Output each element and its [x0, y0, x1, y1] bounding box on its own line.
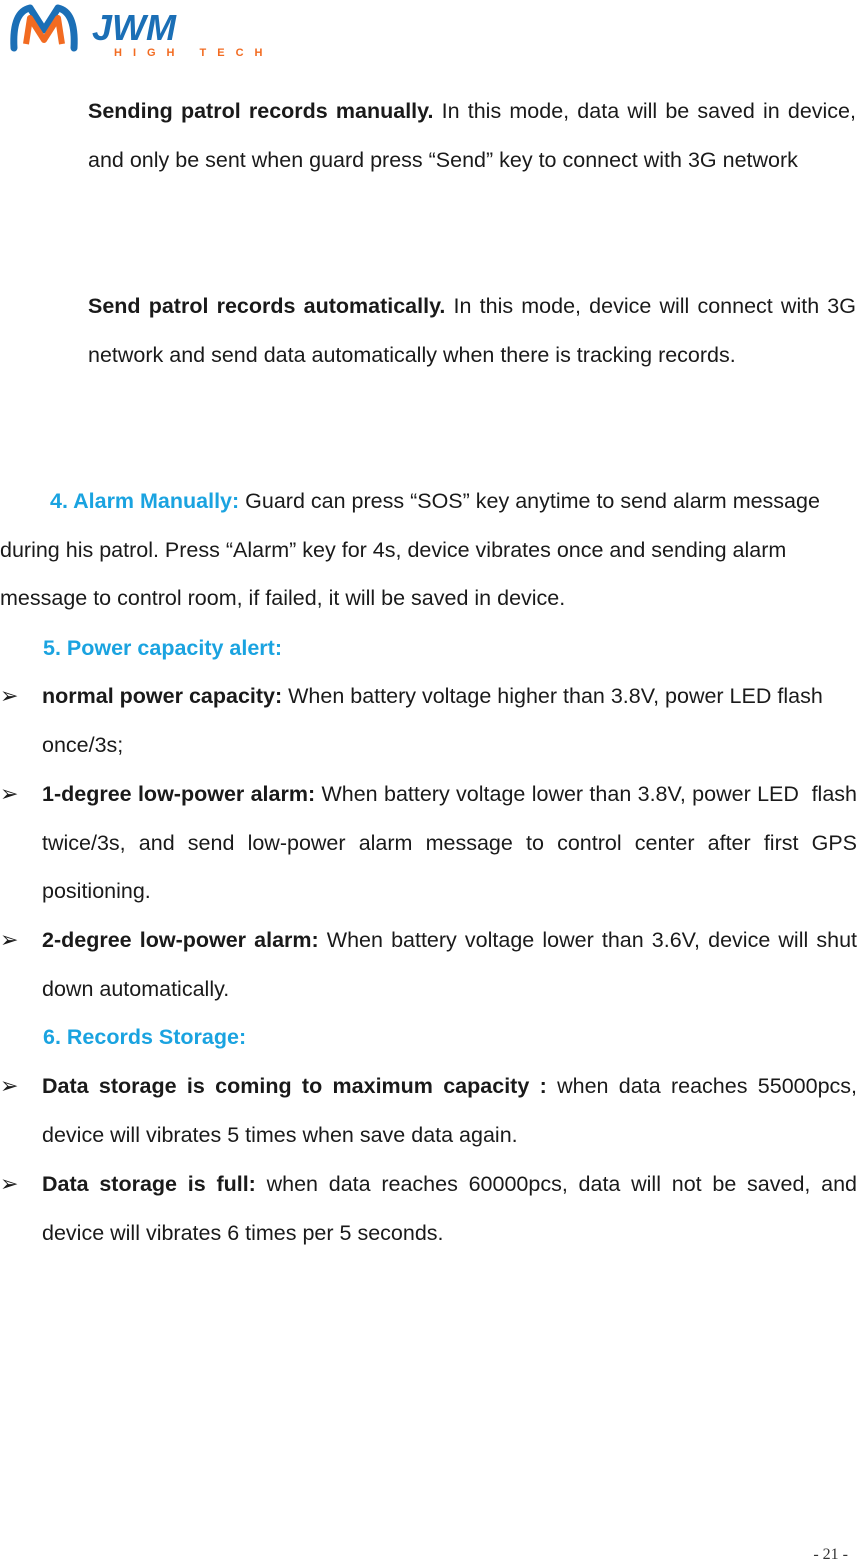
arrow-bullet-icon: ➢ [0, 1171, 19, 1196]
records-storage-heading-text: 6. Records Storage: [43, 1025, 247, 1049]
records-storage-heading [43, 1013, 246, 1062]
power-item-label: normal power capacity: [42, 684, 283, 708]
power-capacity-heading [43, 624, 282, 673]
storage-item-label: Data storage is coming to maximum capacity : [42, 1074, 547, 1098]
paragraph-alarm-manually [0, 477, 858, 623]
arrow-bullet-icon: ➢ [0, 927, 19, 952]
storage-item-desc: when data reaches 55000pcs, device will vibrates 5 times when save data again. [42, 1074, 857, 1147]
power-item-desc: When battery voltage lower than 3.8V, power LED flash twice/3s, and send low-power alarm message to control center after first GPS positioning. [42, 782, 857, 903]
power-item-desc: When battery voltage lower than 3.6V, device will shut down automatically. [42, 928, 858, 1001]
paragraph-manual-sending [88, 87, 856, 184]
power-capacity-heading-text: 5. Power capacity alert: [43, 636, 282, 660]
auto-sending-label: Send patrol records automatically. [88, 294, 446, 318]
power-item-text [42, 916, 857, 1013]
logo-sub-text: HIGH TECH [114, 47, 274, 59]
arrow-bullet-icon: ➢ [0, 781, 19, 806]
arrow-bullet-icon: ➢ [0, 1073, 19, 1098]
manual-sending-text: In this mode, data will be saved in device, and only be sent when guard press “Send” key to connect with 3G network [88, 99, 856, 172]
alarm-manually-heading: 4. Alarm Manually: [50, 489, 240, 513]
page-number: - 21 - [813, 1546, 848, 1563]
storage-item-desc: when data reaches 60000pcs, data will not be saved, and device will vibrates 6 times per 5 seconds. [42, 1172, 858, 1245]
company-logo [10, 0, 274, 60]
storage-item-label: Data storage is full: [42, 1172, 256, 1196]
power-item-desc: When battery voltage higher than 3.8V, power LED flash once/3s; [42, 684, 823, 757]
jwm-logo-icon [10, 0, 274, 60]
power-item-text [42, 672, 832, 769]
power-item-text [42, 770, 857, 916]
storage-item-text [42, 1062, 857, 1159]
arrow-bullet-icon: ➢ [0, 683, 19, 708]
storage-item-text [42, 1160, 857, 1257]
auto-sending-text: In this mode, device will connect with 3G network and send data automatically when there is tracking records. [88, 294, 856, 367]
paragraph-auto-sending [88, 282, 856, 379]
manual-sending-label: Sending patrol records manually. [88, 99, 434, 123]
power-item-label: 1-degree low-power alarm: [42, 782, 316, 806]
alarm-manually-text: Guard can press “SOS” key anytime to send alarm message during his patrol. Press “Alarm” key for 4s, device vibrates once and sending alarm message to control room, if failed, it will be saved in device. [0, 489, 820, 610]
power-item-label: 2-degree low-power alarm: [42, 928, 319, 952]
logo-main-text: JWM [92, 7, 176, 48]
